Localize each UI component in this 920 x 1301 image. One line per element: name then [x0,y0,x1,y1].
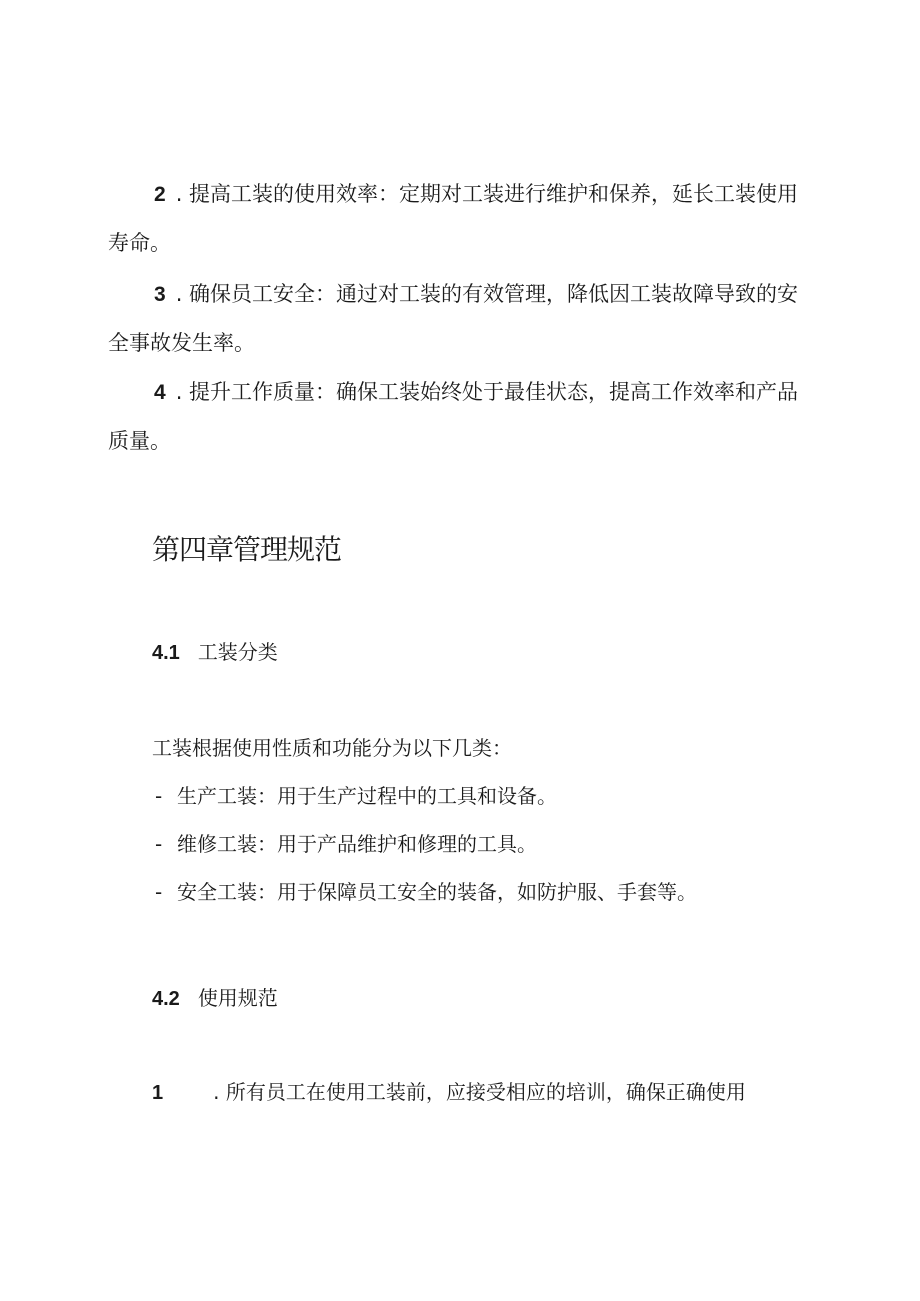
section-number: 4.2 [152,988,180,1010]
rule-text: . 所有员工在使用工装前，应接受相应的培训，确保正确使用 [213,1080,746,1104]
classification-item [155,876,697,905]
bullet-dash: - [155,832,163,856]
section-heading-4-1 [152,636,278,665]
goal-item-4 [108,368,808,465]
bullet-dash: - [155,784,163,808]
goal-item-3 [108,270,808,367]
bullet-dash: - [155,880,163,904]
section-heading-4-2 [152,982,278,1011]
classification-text: 维修工装：用于产品维护和修理的工具。 [177,832,537,856]
goal-text: . 提升工作质量：确保工装始终处于最佳状态，提高工作效率和产品质量。 [108,380,799,453]
rule-number: 1 [152,1082,164,1104]
classification-text: 安全工装：用于保障员工安全的装备，如防护服、手套等。 [177,880,697,904]
goal-text: . 提高工装的使用效率：定期对工装进行维护和保养，延长工装使用寿命。 [108,182,799,255]
classification-item [155,780,557,809]
goal-number: 3 [154,283,166,306]
section-title: 使用规范 [197,986,278,1010]
section-number: 4.1 [152,642,180,664]
goal-item-2 [108,170,808,267]
chapter-title: 第四章管理规范 [152,533,342,566]
goal-text: . 确保员工安全：通过对工装的有效管理，降低因工装故障导致的安全事故发生率。 [108,282,799,355]
goal-number: 4 [154,381,166,404]
goal-number: 2 [154,183,166,206]
classification-item [155,828,537,857]
classification-text: 生产工装：用于生产过程中的工具和设备。 [177,784,557,808]
rule-item-1 [152,1076,746,1105]
classification-intro: 工装根据使用性质和功能分为以下几类： [152,736,512,760]
section-title: 工装分类 [197,640,278,664]
